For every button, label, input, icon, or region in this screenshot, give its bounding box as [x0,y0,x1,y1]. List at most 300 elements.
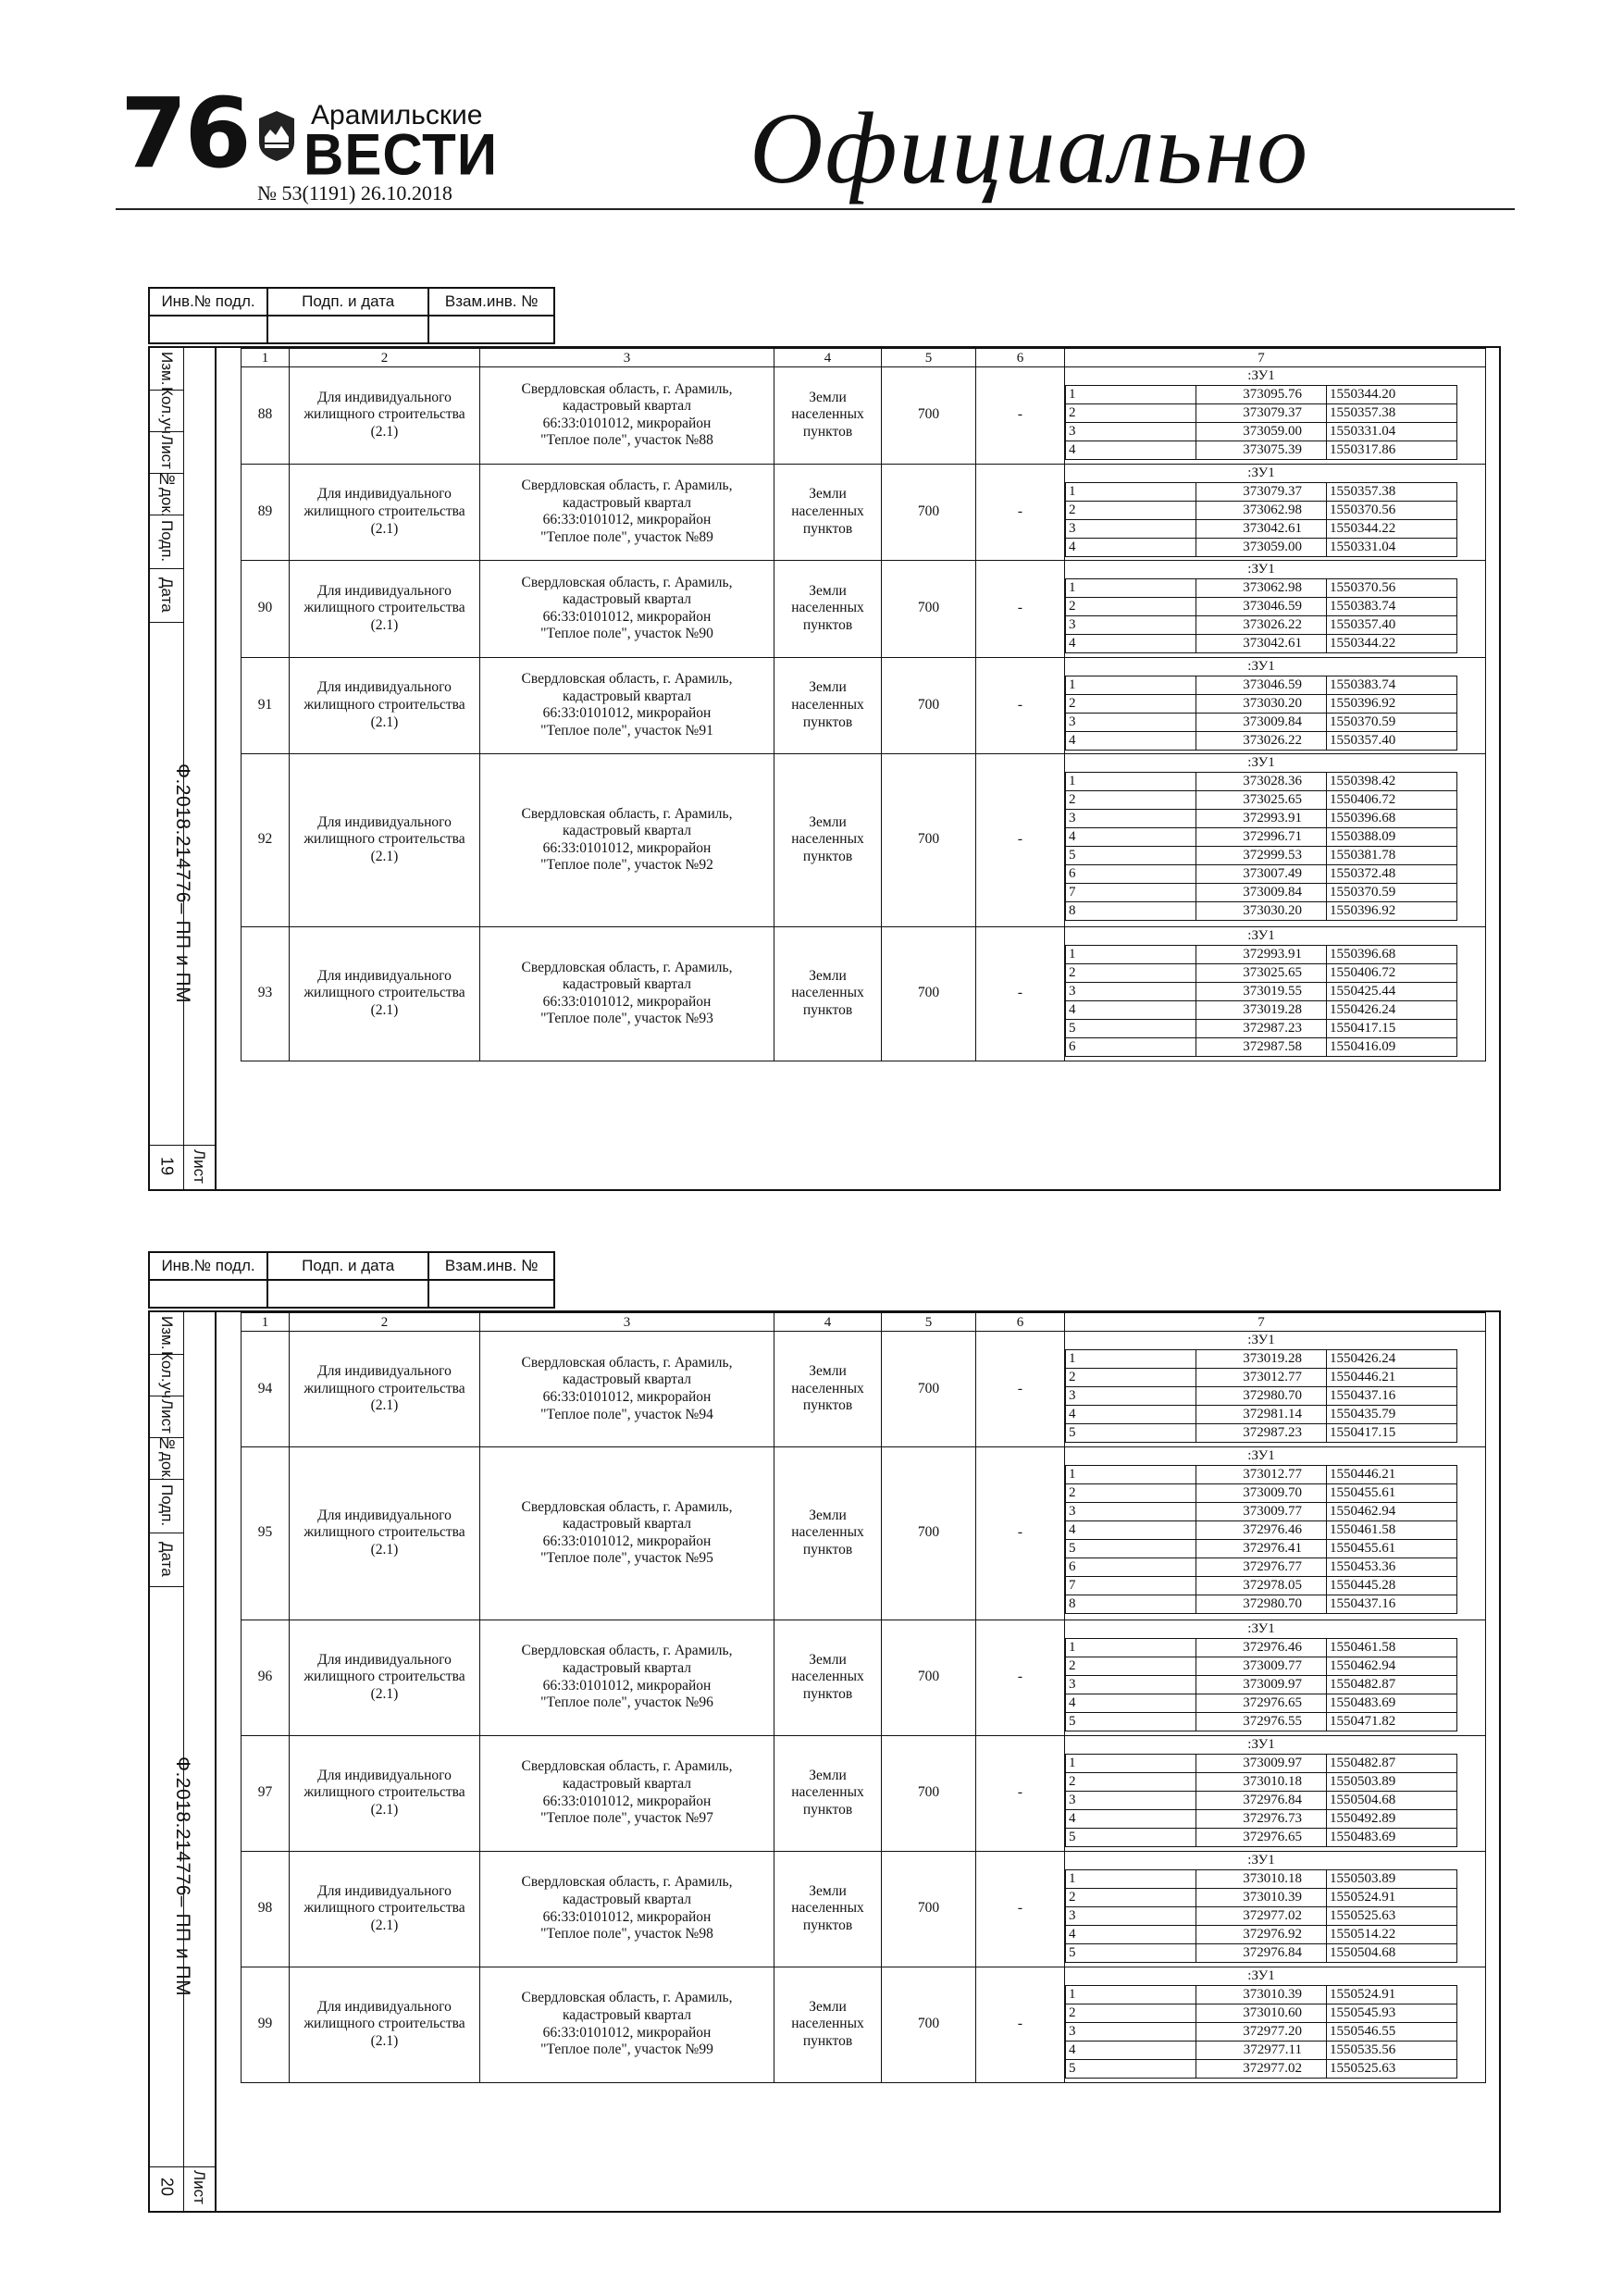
column-6-value: - [976,657,1065,754]
plot-number: 99 [242,1967,290,2082]
coordinate-y: 1550406.72 [1327,791,1457,810]
point-number: 1 [1066,773,1196,791]
point-number: 2 [1066,1888,1196,1906]
coordinate-x: 373030.20 [1196,694,1327,713]
point-number: 6 [1066,1037,1196,1056]
coordinate-y: 1550416.09 [1327,1037,1457,1056]
coordinate-row [1066,2059,1457,2078]
coordinate-row [1066,519,1457,538]
sheet-label [183,1145,215,1186]
address-line: 66:33:0101012, микрорайон [542,1908,712,1925]
address-line: "Теплое поле", участок №91 [540,722,713,738]
point-number: 1 [1066,579,1196,598]
coordinate-row [1066,773,1457,791]
coordinate-x: 373095.76 [1196,386,1327,404]
coordinate-row [1066,694,1457,713]
address-line: кадастровый квартал [563,591,691,608]
point-number: 3 [1066,2022,1196,2041]
address-line: кадастровый квартал [563,823,691,839]
coordinate-row [1066,616,1457,635]
coordinate-x: 372976.65 [1196,1828,1327,1846]
table-row [242,464,1486,561]
side-cell-label: Дата [158,577,176,613]
coordinate-x: 373012.77 [1196,1369,1327,1387]
side-cell-label: Лист [158,1399,176,1433]
address-line: 66:33:0101012, микрорайон [542,705,712,722]
coordinate-y: 1550461.58 [1327,1521,1457,1540]
plot-area: 700 [882,367,976,465]
coordinate-row [1066,1657,1457,1675]
side-cell [150,515,183,569]
side-cell-label: Изм. [158,1316,176,1350]
coordinate-y: 1550524.91 [1327,1888,1457,1906]
coordinate-x: 372977.02 [1196,2059,1327,2078]
coordinate-x: 372987.23 [1196,1019,1327,1037]
coordinates-cell [1065,1735,1486,1851]
coordinate-row [1066,1595,1457,1614]
point-number: 2 [1066,694,1196,713]
document-code-text: Ф.2018.214776– ПП и ПМ [172,763,193,1004]
point-number: 1 [1066,482,1196,501]
coordinate-x: 372976.46 [1196,1638,1327,1657]
stamp-label: Взам.инв. № [428,288,554,316]
stamp-label: Инв.№ подл. [149,288,267,316]
coordinate-row [1066,598,1457,616]
side-cell [150,1312,183,1355]
coordinate-row [1066,1869,1457,1888]
side-stamp [150,1312,217,2211]
plot-address [480,1620,774,1735]
point-number: 1 [1066,1985,1196,2004]
coordinate-y: 1550437.16 [1327,1595,1457,1614]
address-line: Свердловская область, г. Арамиль, [521,1874,733,1891]
point-number: 4 [1066,441,1196,460]
coordinate-row [1066,1943,1457,1962]
coordinate-x: 372977.20 [1196,2022,1327,2041]
section-title: Официально [750,92,1310,205]
coordinates-table [1065,927,1457,1057]
coordinate-x: 373059.00 [1196,538,1327,556]
coordinate-x: 373019.28 [1196,1000,1327,1019]
coordinate-x: 373012.77 [1196,1466,1327,1484]
column-header: 4 [774,1313,882,1332]
address-line: "Теплое поле", участок №92 [540,857,713,874]
permitted-use: Для индивидуального жилищного строительства (2.1) [290,754,480,927]
address-line: "Теплое поле", участок №99 [540,2042,713,2058]
plot-number: 92 [242,754,290,927]
coordinate-row [1066,501,1457,519]
stamp-cell [428,316,554,343]
plot-area: 700 [882,1620,976,1735]
coordinate-row [1066,1406,1457,1424]
table-row [242,754,1486,927]
coordinate-row [1066,579,1457,598]
coordinate-x: 372987.58 [1196,1037,1327,1056]
permitted-use: Для индивидуального жилищного строительства (2.1) [290,1735,480,1851]
coordinate-y: 1550357.40 [1327,731,1457,750]
coordinate-y: 1550331.04 [1327,538,1457,556]
coordinate-x: 372993.91 [1196,945,1327,963]
coordinate-x: 372980.70 [1196,1387,1327,1406]
sheet-label [183,2166,215,2208]
address-line: кадастровый квартал [563,688,691,704]
plot-area: 700 [882,1735,976,1851]
coordinate-x: 373042.61 [1196,519,1327,538]
coordinate-x: 373009.77 [1196,1657,1327,1675]
zu-label: :ЗУ1 [1066,1332,1457,1350]
point-number: 4 [1066,731,1196,750]
coordinate-y: 1550483.69 [1327,1694,1457,1712]
coordinate-row [1066,1387,1457,1406]
coordinate-row [1066,1809,1457,1828]
coordinate-y: 1550462.94 [1327,1657,1457,1675]
coordinate-y: 1550426.24 [1327,1000,1457,1019]
coordinate-row [1066,1828,1457,1846]
coordinate-x: 372980.70 [1196,1595,1327,1614]
plot-area: 700 [882,926,976,1061]
coordinate-row [1066,1424,1457,1443]
coordinate-x: 373019.55 [1196,982,1327,1000]
coordinate-y: 1550504.68 [1327,1791,1457,1809]
coordinate-x: 373079.37 [1196,404,1327,423]
column-6-value: - [976,1447,1065,1620]
land-category: Земли населенных пунктов [774,367,882,465]
coordinate-row [1066,2041,1457,2059]
side-cell [150,1351,183,1398]
coordinate-y: 1550383.74 [1327,676,1457,694]
point-number: 5 [1066,1424,1196,1443]
permitted-use: Для индивидуального жилищного строительства (2.1) [290,1447,480,1620]
point-number: 2 [1066,791,1196,810]
address-line: Свердловская область, г. Арамиль, [521,1758,733,1775]
coordinate-y: 1550471.82 [1327,1712,1457,1731]
plot-address [480,464,774,561]
coordinate-y: 1550545.93 [1327,2004,1457,2022]
coordinate-x: 373062.98 [1196,501,1327,519]
point-number: 1 [1066,1466,1196,1484]
sheet-number-text: 19 [157,1156,177,1176]
coordinate-x: 372976.84 [1196,1943,1327,1962]
address-line: 66:33:0101012, микрорайон [542,608,712,625]
address-line: 66:33:0101012, микрорайон [542,2024,712,2041]
point-number: 2 [1066,1772,1196,1791]
address-line: 66:33:0101012, микрорайон [542,839,712,856]
coordinate-y: 1550455.61 [1327,1484,1457,1503]
stamp-label: Инв.№ подл. [149,1252,267,1280]
zu-label: :ЗУ1 [1066,1967,1457,1986]
coordinate-row [1066,482,1457,501]
plot-address [480,1967,774,2082]
address-line: кадастровый квартал [563,1659,691,1676]
coordinate-x: 373010.18 [1196,1772,1327,1791]
stamp-box [148,1251,555,1310]
point-number: 2 [1066,1369,1196,1387]
point-number: 5 [1066,1019,1196,1037]
coordinate-x: 372993.91 [1196,810,1327,828]
point-number: 5 [1066,1943,1196,1962]
plot-number: 96 [242,1620,290,1735]
sheet-frame [148,1310,1501,2213]
coordinate-y: 1550396.68 [1327,945,1457,963]
column-6-value: - [976,367,1065,465]
coordinate-x: 372976.73 [1196,1809,1327,1828]
land-category: Земли населенных пунктов [774,1851,882,1967]
column-header: 3 [480,349,774,367]
address-line: "Теплое поле", участок №98 [540,1926,713,1942]
point-number: 1 [1066,1754,1196,1772]
coordinate-y: 1550462.94 [1327,1503,1457,1521]
address-line: кадастровый квартал [563,976,691,993]
point-number: 8 [1066,1595,1196,1614]
coordinate-row [1066,1791,1457,1809]
zu-label: :ЗУ1 [1066,465,1457,483]
plot-address [480,657,774,754]
zu-label: :ЗУ1 [1066,754,1457,773]
coordinate-row [1066,1712,1457,1731]
point-number: 2 [1066,404,1196,423]
coordinate-y: 1550398.42 [1327,773,1457,791]
point-number: 1 [1066,1638,1196,1657]
coordinate-y: 1550370.59 [1327,884,1457,902]
coordinate-row [1066,1369,1457,1387]
point-number: 4 [1066,538,1196,556]
stamp-label: Подп. и дата [267,288,428,316]
plot-area: 700 [882,657,976,754]
coordinate-row [1066,1925,1457,1943]
land-plots-table [241,348,1486,1061]
permitted-use: Для индивидуального жилищного строительства (2.1) [290,657,480,754]
coordinate-row [1066,902,1457,921]
point-number: 1 [1066,676,1196,694]
column-6-value: - [976,1851,1065,1967]
coordinate-y: 1550455.61 [1327,1540,1457,1558]
side-cell [150,1533,183,1587]
coordinate-x: 373079.37 [1196,482,1327,501]
coordinate-x: 373009.77 [1196,1503,1327,1521]
column-6-value: - [976,1620,1065,1735]
coordinate-row [1066,1521,1457,1540]
coordinate-y: 1550396.68 [1327,810,1457,828]
address-line: кадастровый квартал [563,398,691,415]
coordinate-y: 1550453.36 [1327,1558,1457,1577]
coordinate-row [1066,1037,1457,1056]
coordinates-table [1065,465,1457,557]
coordinates-cell [1065,1620,1486,1735]
table-row [242,367,1486,465]
plot-address [480,926,774,1061]
coordinate-row [1066,1888,1457,1906]
coordinate-y: 1550492.89 [1327,1809,1457,1828]
sheet-number [150,1145,183,1186]
side-cell-label: Кол.уч [158,387,176,434]
coordinates-table [1065,1620,1457,1731]
stamp-label: Подп. и дата [267,1252,428,1280]
point-number: 2 [1066,501,1196,519]
coordinate-x: 373062.98 [1196,579,1327,598]
coordinate-row [1066,865,1457,884]
point-number: 3 [1066,1906,1196,1925]
point-number: 3 [1066,1503,1196,1521]
address-line: Свердловская область, г. Арамиль, [521,805,733,822]
coordinate-y: 1550370.56 [1327,579,1457,598]
land-category: Земли населенных пунктов [774,754,882,927]
coordinate-x: 372996.71 [1196,828,1327,847]
point-number: 5 [1066,1828,1196,1846]
side-cell-label: Лист [158,435,176,469]
point-number: 2 [1066,1657,1196,1675]
sheet-frame [148,346,1501,1191]
coordinate-y: 1550370.59 [1327,713,1457,731]
address-line: "Теплое поле", участок №93 [540,1011,713,1027]
plot-address [480,1851,774,1967]
point-number: 3 [1066,423,1196,441]
address-line: "Теплое поле", участок №88 [540,432,713,449]
point-number: 4 [1066,1809,1196,1828]
point-number: 3 [1066,1387,1196,1406]
header-divider [116,208,1515,210]
coordinates-cell [1065,1447,1486,1620]
coordinate-x: 373059.00 [1196,423,1327,441]
stamp-label: Взам.инв. № [428,1252,554,1280]
address-line: 66:33:0101012, микрорайон [542,1677,712,1694]
coordinate-x: 372976.92 [1196,1925,1327,1943]
stamp-cell [267,1280,428,1308]
coordinates-cell [1065,1851,1486,1967]
coordinate-x: 373030.20 [1196,902,1327,921]
coordinate-x: 373042.61 [1196,635,1327,653]
coordinate-y: 1550417.15 [1327,1424,1457,1443]
page-number: 76 [120,77,249,190]
sheet-label-text: Лист [191,1148,208,1184]
address-line: кадастровый квартал [563,1516,691,1533]
coordinate-y: 1550396.92 [1327,902,1457,921]
coordinate-row [1066,1694,1457,1712]
plot-number: 91 [242,657,290,754]
point-number: 4 [1066,1406,1196,1424]
table-row [242,1447,1486,1620]
column-6-value: - [976,1735,1065,1851]
permitted-use: Для индивидуального жилищного строительства (2.1) [290,1967,480,2082]
plot-address [480,1447,774,1620]
land-category: Земли населенных пунктов [774,926,882,1061]
address-line: Свердловская область, г. Арамиль, [521,1643,733,1659]
side-cell [150,1434,183,1482]
point-number: 1 [1066,386,1196,404]
land-category: Земли населенных пунктов [774,1332,882,1447]
side-cell [150,431,183,474]
coordinate-row [1066,441,1457,460]
point-number: 3 [1066,1675,1196,1694]
side-cell-label: Подп. [158,520,176,563]
address-line: 66:33:0101012, микрорайон [542,993,712,1010]
address-line: Свердловская область, г. Арамиль, [521,1498,733,1515]
table-row [242,926,1486,1061]
coordinate-row [1066,538,1457,556]
address-line: "Теплое поле", участок №89 [540,528,713,545]
coordinate-x: 373010.18 [1196,1869,1327,1888]
coordinate-y: 1550535.56 [1327,2041,1457,2059]
coordinate-y: 1550437.16 [1327,1387,1457,1406]
address-line: Свердловская область, г. Арамиль, [521,478,733,494]
side-cell [150,470,183,517]
coordinate-x: 372976.41 [1196,1540,1327,1558]
column-header: 7 [1065,349,1486,367]
coordinates-cell [1065,1967,1486,2082]
permitted-use: Для индивидуального жилищного строительства (2.1) [290,1851,480,1967]
side-cell [150,348,183,391]
coordinates-cell [1065,754,1486,927]
address-line: кадастровый квартал [563,494,691,511]
coordinate-y: 1550357.38 [1327,482,1457,501]
point-number: 4 [1066,2041,1196,2059]
issue-info: № 53(1191) 26.10.2018 [257,181,452,205]
plot-number: 88 [242,367,290,465]
coordinate-row [1066,1558,1457,1577]
coordinate-y: 1550482.87 [1327,1754,1457,1772]
coordinates-table [1065,754,1457,921]
coordinate-row [1066,945,1457,963]
plot-number: 97 [242,1735,290,1851]
coordinate-row [1066,1906,1457,1925]
coordinate-y: 1550331.04 [1327,423,1457,441]
point-number: 3 [1066,616,1196,635]
coordinate-row [1066,963,1457,982]
coordinate-x: 372976.46 [1196,1521,1327,1540]
side-cell [150,1396,183,1438]
point-number: 4 [1066,1521,1196,1540]
coordinate-y: 1550317.86 [1327,441,1457,460]
coordinates-table [1065,1736,1457,1847]
column-header: 2 [290,349,480,367]
coordinate-x: 373009.97 [1196,1675,1327,1694]
coordinate-x: 372976.65 [1196,1694,1327,1712]
side-cell [150,568,183,623]
coordinate-y: 1550344.22 [1327,519,1457,538]
stamp-cell [149,316,267,343]
coordinate-x: 373046.59 [1196,676,1327,694]
coordinate-y: 1550482.87 [1327,1675,1457,1694]
coordinate-y: 1550388.09 [1327,828,1457,847]
point-number: 6 [1066,865,1196,884]
column-header: 5 [882,349,976,367]
permitted-use: Для индивидуального жилищного строительства (2.1) [290,367,480,465]
permitted-use: Для индивидуального жилищного строительства (2.1) [290,926,480,1061]
permitted-use: Для индивидуального жилищного строительства (2.1) [290,464,480,561]
coordinate-y: 1550381.78 [1327,847,1457,865]
coordinate-x: 373075.39 [1196,441,1327,460]
coordinate-row [1066,423,1457,441]
coordinate-x: 372999.53 [1196,847,1327,865]
point-number: 3 [1066,713,1196,731]
coordinate-x: 372981.14 [1196,1406,1327,1424]
coordinate-y: 1550383.74 [1327,598,1457,616]
point-number: 8 [1066,902,1196,921]
coordinate-row [1066,1772,1457,1791]
plot-address [480,1735,774,1851]
plot-number: 89 [242,464,290,561]
column-header: 1 [242,349,290,367]
coordinate-y: 1550396.92 [1327,694,1457,713]
address-line: 66:33:0101012, микрорайон [542,415,712,431]
coordinate-y: 1550425.44 [1327,982,1457,1000]
coordinate-row [1066,1466,1457,1484]
coordinate-row [1066,731,1457,750]
coordinates-cell [1065,1332,1486,1447]
stamp-box [148,287,555,346]
coordinate-row [1066,676,1457,694]
point-number: 3 [1066,519,1196,538]
coordinate-x: 373010.60 [1196,2004,1327,2022]
